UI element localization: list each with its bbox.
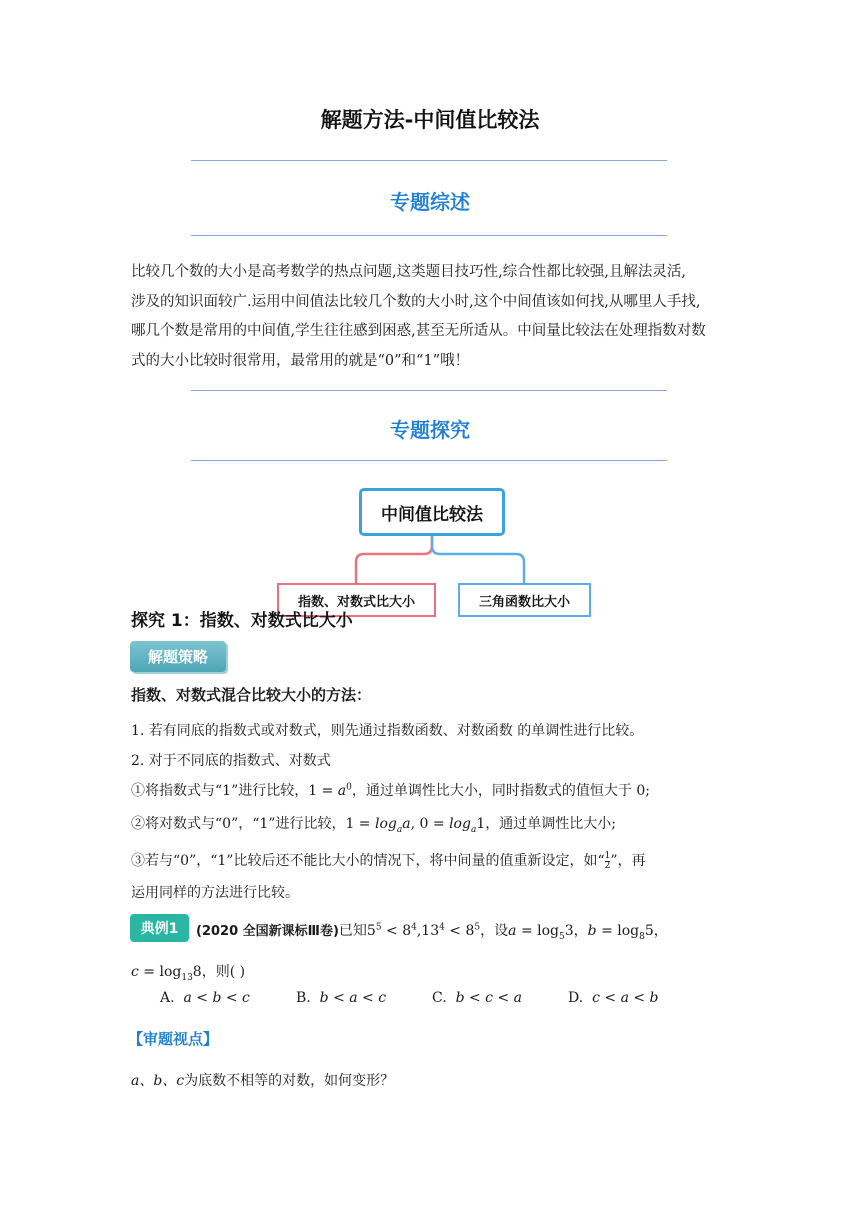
section-heading-explore: 专题探究 — [390, 418, 470, 442]
case-3: ③若与“0”，“1”比较后还不能比大小的情况下，将中间量的值重新设定，如“ $\frac{1}{2}$ ”，再 — [131, 850, 646, 871]
overview-line: 比较几个数的大小是高考数学的热点问题,这类题目技巧性,综合性都比较强,且解法灵活, — [131, 264, 686, 280]
divider — [191, 160, 667, 161]
case-1-text: ，通过单调性比大小，同时指数式的值恒大于 0; — [351, 783, 650, 799]
case-3-continued: 运用同样的方法进行比较。 — [131, 885, 299, 901]
overview-paragraph — [131, 258, 731, 376]
case-1-text: ①将指数式与“1”进行比较， — [131, 783, 309, 799]
divider — [191, 460, 667, 461]
method-item-1: 1. 若有同底的指数式或对数式，则先通过指数函数、对数函数 的单调性进行比较。 — [131, 723, 644, 739]
connector-left — [356, 536, 432, 583]
mind-map-root: 中间值比较法 — [359, 488, 505, 536]
math-expr: $1 = a^0$ — [308, 782, 352, 799]
example-badge: 典例1 — [130, 914, 189, 942]
mind-map-node-exponent-log: 指数、对数式比大小 — [277, 583, 436, 617]
method-heading: 指数、对数式混合比较大小的方法： — [131, 686, 372, 704]
option-c[interactable]: C. b < c < a — [432, 990, 522, 1006]
fraction: $\frac{1}{2}$ — [604, 850, 611, 871]
example-question-continued: $c = \log_{13}8$，则( ) — [131, 964, 246, 983]
option-b[interactable]: B. b < a < c — [296, 990, 387, 1006]
case-1 — [131, 780, 650, 800]
connector-right — [432, 536, 524, 583]
overview-line: 式的大小比较时很常用，最常用的就是“0”和“1”哦！ — [131, 352, 470, 369]
case-2: ②将对数式与“0”，“1”进行比较，$1 = \log_aa$, $0 = \log_a1$，通过单调性比大小; — [131, 816, 616, 835]
section-heading-overview: 专题综述 — [390, 190, 470, 214]
divider — [191, 390, 667, 391]
divider — [191, 235, 667, 236]
math-expr: $5^5 < 8^4,13^4 < 8^5$ — [366, 922, 481, 939]
overview-line: 涉及的知识面较广.运用中间值法比较几个数的大小时,这个中间值该如何找,从哪里人手找, — [131, 293, 701, 310]
explore-title: 探究 1：指数、对数式比大小 — [131, 611, 353, 631]
strategy-badge: 解题策略 — [130, 641, 226, 672]
option-a[interactable]: A. a < b < c — [160, 990, 250, 1006]
example-question: (2020 全国新课标Ⅲ卷)已知$5^5 < 8^4,13^4 < 8^5$，设$a = \log_53$，$b = \log_85$， — [196, 922, 668, 942]
review-heading: 【审题视点】 — [128, 1030, 219, 1048]
mind-map — [270, 486, 600, 620]
mind-map-node-trig: 三角函数比大小 — [458, 583, 591, 617]
page-title: 解题方法-中间值比较法 — [320, 108, 540, 132]
method-item-2: 2. 对于不同底的指数式、对数式 — [131, 753, 331, 769]
overview-line: 哪几个数是常用的中间值,学生往往感到困惑,甚至无所适从。中间量比较法在处理指数对数 — [131, 323, 706, 339]
option-d[interactable]: D. c < a < b — [568, 990, 659, 1006]
math-expr: $1 = \log_aa$, $0 = \log_a1$ — [345, 816, 486, 835]
review-question: a、b、c为底数不相等的对数，如何变形？ — [131, 1073, 395, 1089]
